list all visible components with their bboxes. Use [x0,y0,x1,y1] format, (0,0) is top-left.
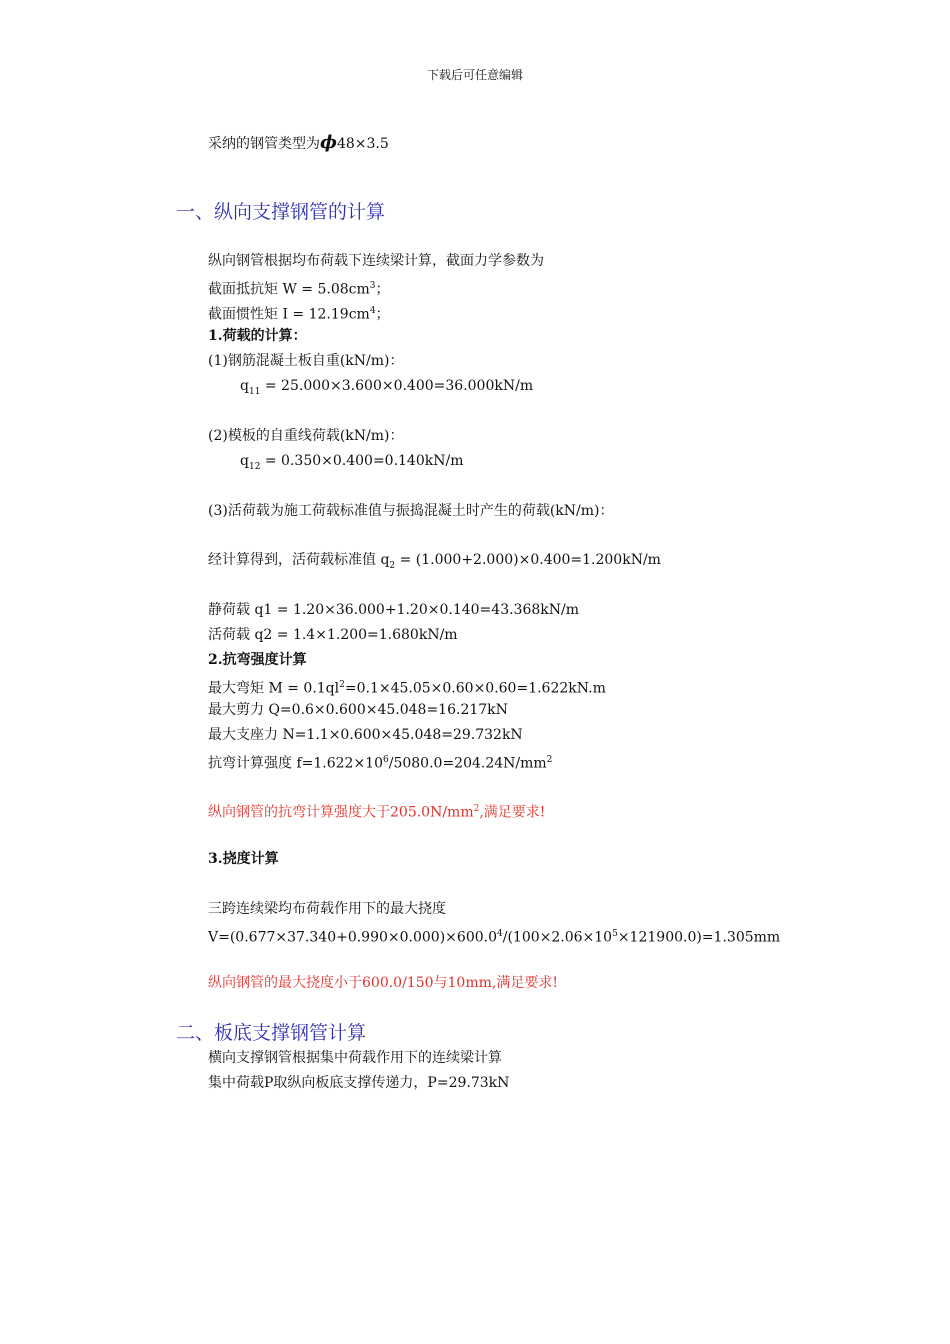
section1-title: 一、纵向支撑钢管的计算 [176,201,386,223]
live-load-value: = (1.000+2.000)×0.400=1.200kN/m [395,552,661,568]
moment-of-inertia-line [208,302,390,324]
moment-value: =0.1×45.05×0.60×0.60=1.622kN.m [344,680,606,697]
result-suffix: ,满足要求! [479,804,546,821]
bending-strength [208,751,552,773]
q-symbol: q [240,378,249,394]
s2-paragraph-1: 横向支撑钢管根据集中荷载作用下的连续梁计算 [208,1050,502,1066]
strength-mid: /5080.0=204.24N/mm [388,755,547,772]
s1-paragraph: 纵向钢管根据均布荷载下连续梁计算，截面力学参数为 [208,253,544,269]
superscript: 3 [369,281,376,291]
max-shear: 最大剪力 Q=0.6×0.600×45.048=16.217kN [208,702,508,718]
section-modulus-text: 截面抵抗矩 W = 5.08cm [208,281,370,298]
intro-suffix: 48×3.5 [336,136,389,152]
deflection-heading: 3.挠度计算 [208,851,279,867]
moment-text: 最大弯矩 M = 0.1ql [208,680,340,697]
q11-value: = 25.000×3.600×0.400=36.000kN/m [260,378,534,394]
max-moment [208,676,606,698]
max-support-force: 最大支座力 N=1.1×0.600×45.048=29.732kN [208,727,523,743]
load-item-1: (1)钢筋混凝土板自重(kN/m)： [208,353,404,369]
punct: ； [375,306,390,323]
q12-formula [240,452,463,476]
load-item-2: (2)模板的自重线荷载(kN/m)： [208,428,404,444]
superscript: 4 [497,929,503,939]
superscript: 2 [546,755,553,765]
subscript: 12 [248,461,261,472]
live-load: 活荷载 q2 = 1.4×1.200=1.680kN/m [208,627,458,643]
strength-text: 抗弯计算强度 f=1.622×10 [208,755,383,772]
superscript: 5 [612,929,618,939]
superscript: 6 [383,755,389,765]
intro-prefix: 采纳的钢管类型为 [208,136,320,152]
s2-paragraph-2: 集中荷载P取纵向板底支撑传递力，P=29.73kN [208,1075,510,1091]
bending-heading: 2.抗弯强度计算 [208,652,307,668]
subscript: 2 [389,560,396,571]
live-load-standard [208,551,661,575]
intro-line [208,134,389,153]
load-item-3: (3)活荷载为施工荷载标准值与振捣混凝土时产生的荷载(kN/m)： [208,503,614,519]
live-load-text: 经计算得到，活荷载标准值 q [208,552,390,568]
superscript: 4 [369,306,376,316]
deflection-result: 纵向钢管的最大挠度小于600.0/150与10mm,满足要求! [208,975,558,991]
subscript: 11 [248,386,261,397]
q11-formula [240,377,533,401]
page-header: 下载后可任意编辑 [426,68,523,82]
load-heading: 1.荷载的计算： [208,328,307,344]
deflection-mid: /(100×2.06×10 [502,929,613,946]
result-text: 纵向钢管的抗弯计算强度大于205.0N/mm [208,804,474,821]
inertia-text: 截面惯性矩 I = 12.19cm [208,306,370,323]
static-load: 静荷载 q1 = 1.20×36.000+1.20×0.140=43.368kN/m [208,602,579,618]
section-modulus-line [208,277,390,299]
bending-result [208,800,545,822]
punct: ； [375,281,390,298]
superscript: 2 [339,680,345,690]
q-symbol: q [240,453,249,469]
superscript: 2 [473,804,480,814]
deflection-description: 三跨连续梁均布荷载作用下的最大挠度 [208,901,446,917]
deflection-value: ×121900.0)=1.305mm [617,929,781,946]
q12-value: = 0.350×0.400=0.140kN/m [260,453,464,469]
deflection-text: V=(0.677×37.340+0.990×0.000)×600.0 [208,929,497,946]
phi-symbol: ϕ [320,132,337,153]
deflection-formula [208,925,780,947]
section2-title: 二、板底支撑钢管计算 [176,1022,367,1044]
